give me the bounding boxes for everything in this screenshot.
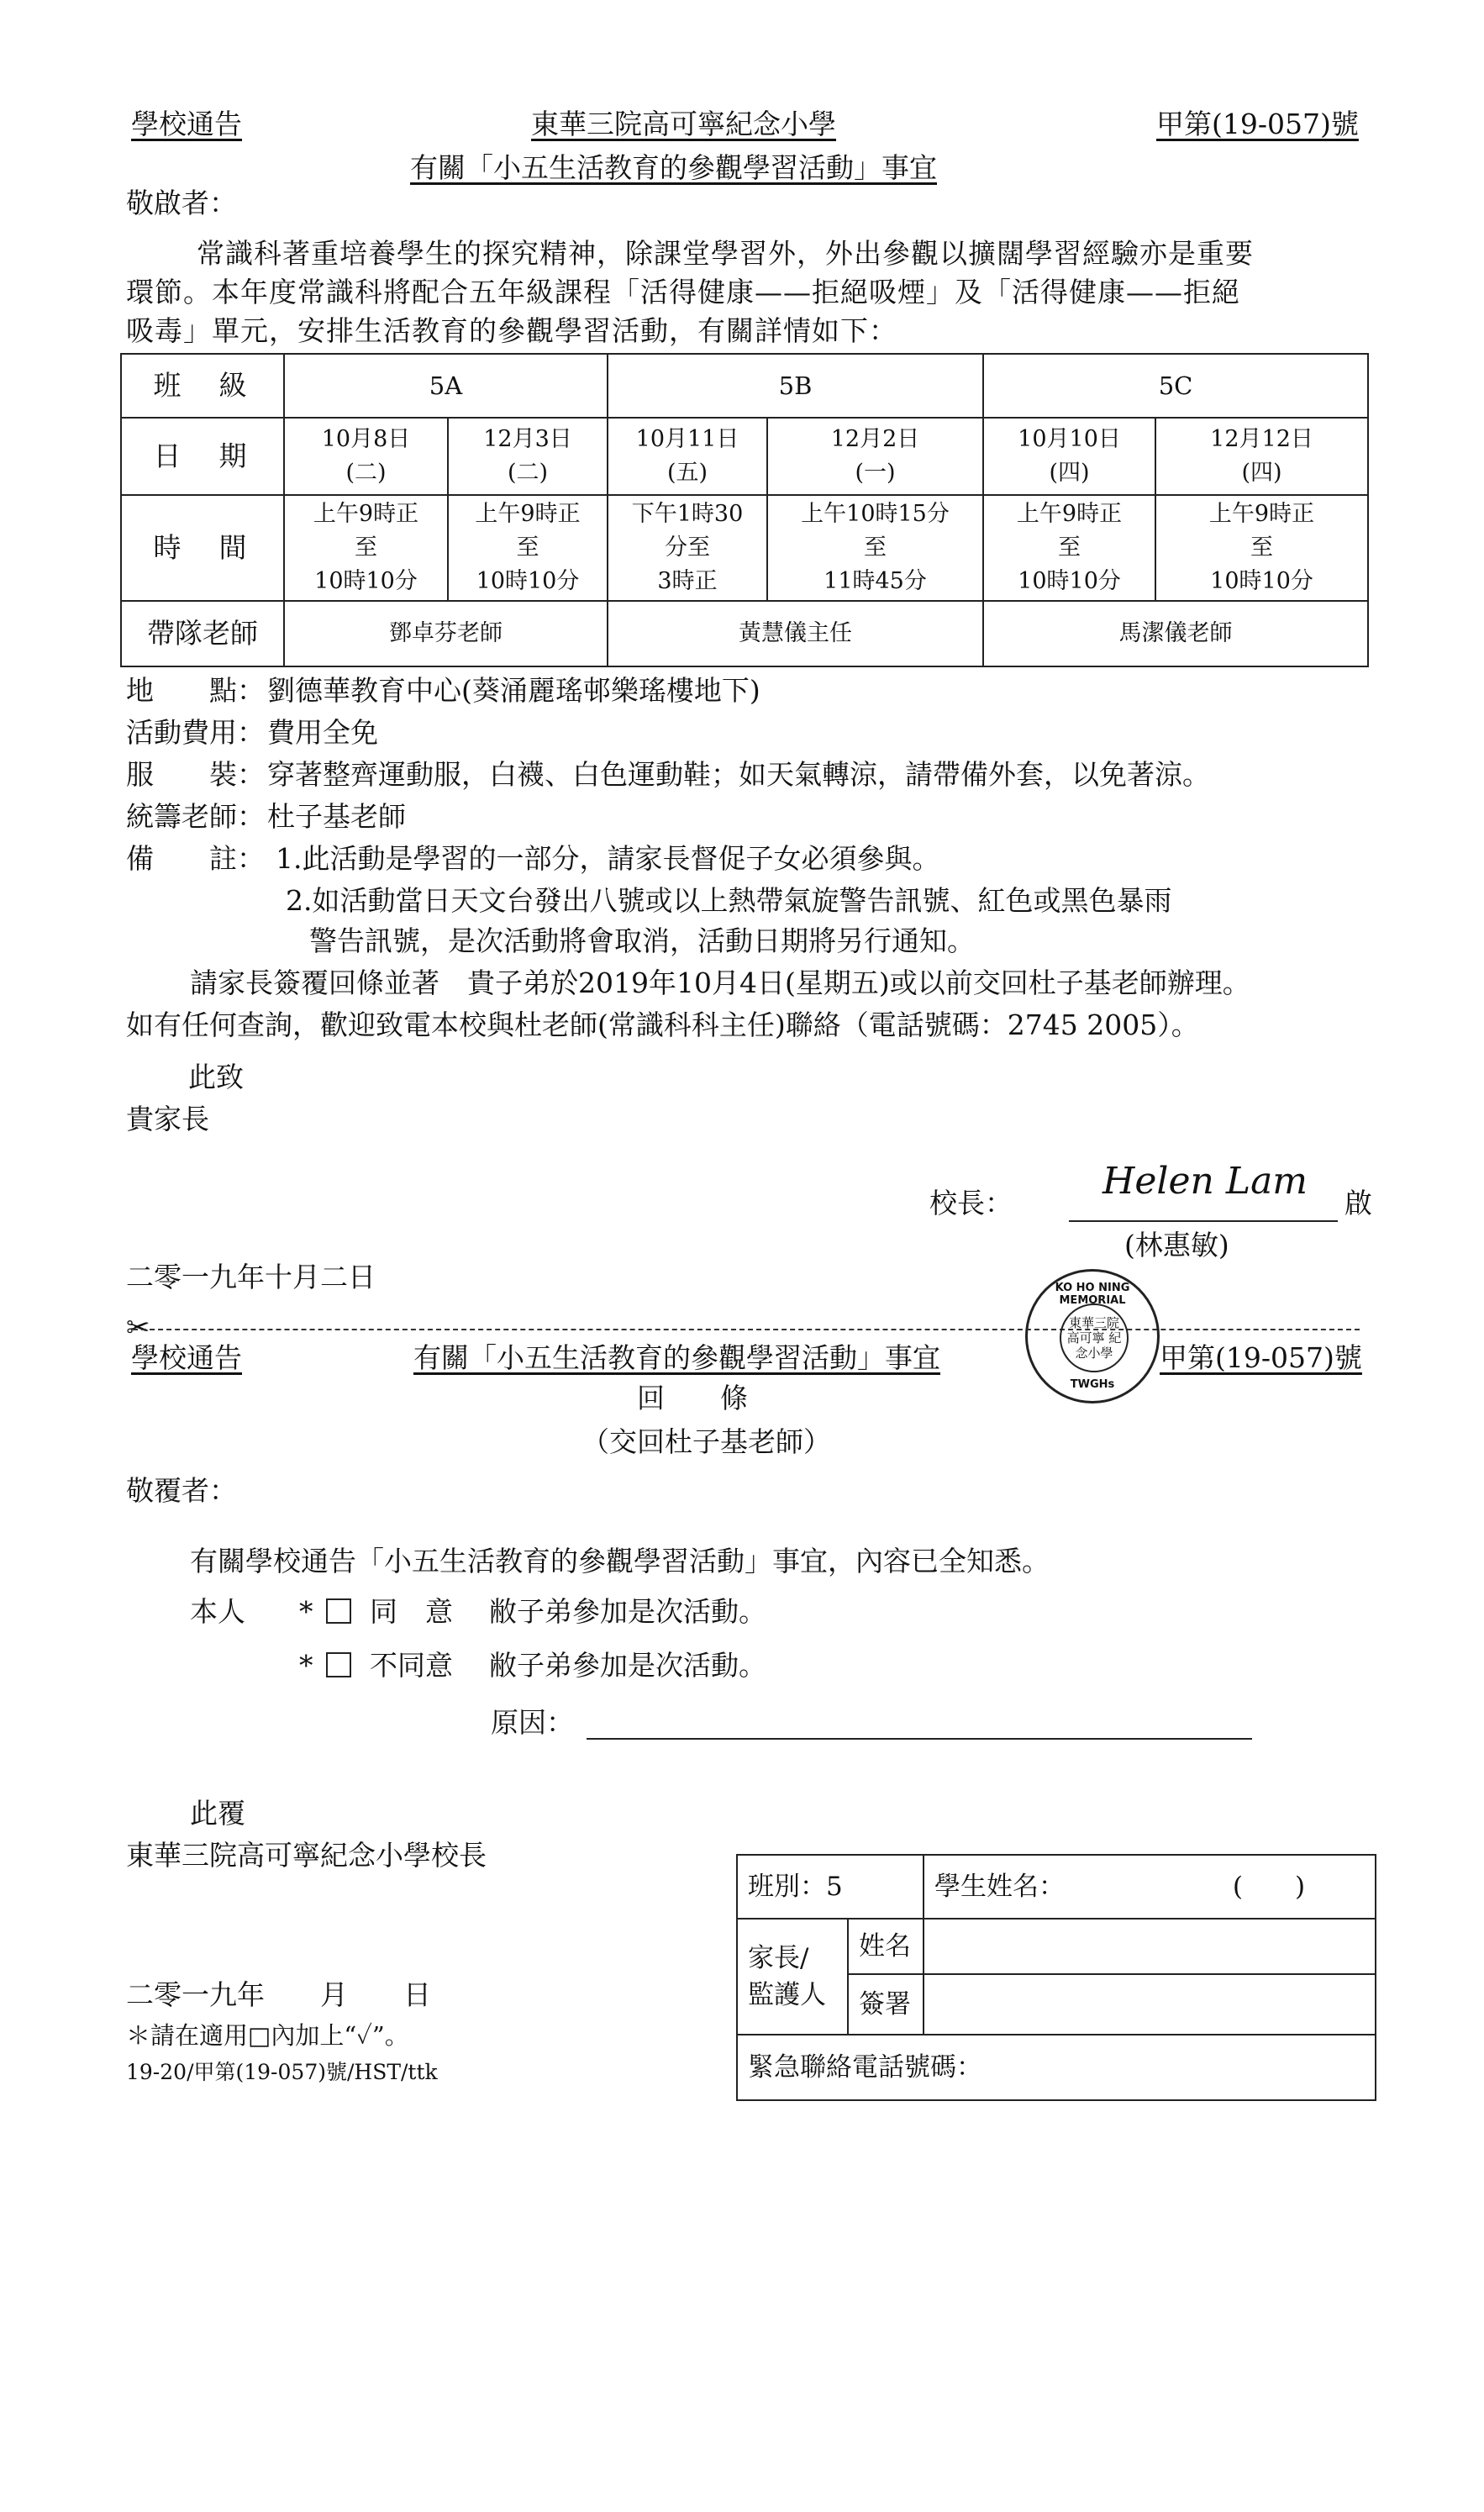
class-5c: 5C — [983, 354, 1368, 418]
student-name-label: 學生姓名： — [934, 1872, 1066, 1902]
dress: 穿著整齊運動服，白襪、白色運動鞋；如天氣轉涼，請帶備外套，以免著涼。 — [267, 758, 1210, 791]
notice-date: 二零一九年十月二日 — [126, 1261, 376, 1293]
footer-reference: 19-20/甲第(19-057)號/HST/ttk — [126, 2060, 438, 2084]
time-cell: 上午9時正 至 10時10分 — [983, 495, 1155, 601]
time-row — [121, 495, 1368, 601]
request-line-1: 請家長簽覆回條並著 貴子弟於2019年10月4日(星期五)或以前交回杜子基老師辦理。 — [190, 966, 1250, 999]
teacher-row — [121, 601, 1368, 666]
reply-notice-label: 學校通告 — [131, 1341, 242, 1374]
remark-2b: 警告訊號，是次活動將會取消，活動日期將另行通知。 — [309, 924, 975, 957]
date-row-label: 日 期 — [121, 418, 284, 495]
seal-ring-text: KO HO NING MEMORIAL — [1055, 1282, 1130, 1307]
seal-ring-bottom: TWGHs — [1070, 1378, 1115, 1391]
agree-star: * — [299, 1595, 313, 1628]
agree-label: 同 意 — [370, 1595, 453, 1628]
disagree-label: 不同意 — [370, 1649, 453, 1682]
school-name: 東華三院高可寧紀念小學 — [531, 108, 836, 140]
agree-text: 敝子弟參加是次活動。 — [489, 1595, 766, 1628]
time-cell: 上午9時正 至 10時10分 — [1155, 495, 1368, 601]
coordinator-label: 統籌老師： — [126, 800, 265, 833]
dress-label: 服 裝： — [126, 758, 265, 791]
ci-zhi: 此致 — [188, 1061, 244, 1093]
class-row-label: 班 級 — [121, 354, 284, 418]
intro-line-3: 吸毒」單元，安排生活教育的參觀學習活動，有關詳情如下： — [126, 314, 897, 347]
class-5b: 5B — [608, 354, 983, 418]
reference-number: 甲第(19-057)號 — [1156, 108, 1359, 140]
sign-label: 簽署 — [848, 1974, 924, 2035]
qi: 啟 — [1345, 1187, 1372, 1219]
date-cell: 12月12日 (四) — [1155, 418, 1368, 495]
teacher-5c: 馬潔儀老師 — [983, 601, 1368, 666]
ci-fu: 此覆 — [190, 1797, 245, 1830]
guardian-name-field[interactable] — [924, 1919, 1376, 1974]
venue: 劉德華教育中心(葵涌麗瑤邨樂瑤樓地下) — [267, 674, 760, 707]
disagree-checkbox[interactable] — [326, 1652, 351, 1677]
date-row — [121, 418, 1368, 495]
reply-subtitle: （交回杜子基老師） — [581, 1425, 831, 1458]
class-field: 班別：5 — [737, 1855, 924, 1919]
time-cell: 上午9時正 至 10時10分 — [284, 495, 448, 601]
principal-label: 校長： — [929, 1187, 1013, 1219]
notice-label: 學校通告 — [131, 108, 242, 140]
time-row-label: 時 間 — [121, 495, 284, 601]
coordinator: 杜子基老師 — [267, 800, 406, 833]
time-cell: 下午1時30 分至 3時正 — [608, 495, 767, 601]
date-cell: 12月2日 (一) — [767, 418, 983, 495]
student-name-field[interactable] — [924, 1855, 1376, 1919]
class-number-paren: ( ) — [1232, 1872, 1306, 1902]
reply-subject: 有關「小五生活教育的參觀學習活動」事宜 — [413, 1341, 940, 1374]
time-cell: 上午9時正 至 10時10分 — [448, 495, 608, 601]
tick-instruction: ＊請在適用□內加上“✓”。 — [126, 2021, 409, 2050]
intro-line-1: 常識科著重培養學生的探究精神，除課堂學習外，外出參觀以擴闊學習經驗亦是重要 — [197, 237, 1254, 270]
salutation: 敬啟者： — [126, 187, 237, 219]
remark-2a: 2.如活動當日天文台發出八號或以上熱帶氣旋警告訊號、紅色或黑色暴雨 — [286, 884, 1172, 917]
school-seal — [1025, 1269, 1160, 1403]
reply-date-line: 二零一九年 月 日 — [126, 1978, 431, 2011]
venue-label: 地 點： — [126, 674, 265, 707]
schedule-table — [120, 353, 1369, 667]
name-label: 姓名 — [848, 1919, 924, 1974]
reply-self: 本人 — [190, 1595, 245, 1628]
acknowledgement: 有關學校通告「小五生活教育的參觀學習活動」事宜，內容已全知悉。 — [190, 1545, 1050, 1577]
date-cell: 12月3日 (二) — [448, 418, 608, 495]
intro-line-2: 環節。本年度常識科將配合五年級課程「活得健康——拒絕吸煙」及「活得健康——拒絕 — [126, 276, 1240, 308]
disagree-text: 敝子弟參加是次活動。 — [489, 1649, 766, 1682]
emergency-phone-field[interactable]: 緊急聯絡電話號碼： — [737, 2035, 1376, 2100]
parents-addressee: 貴家長 — [126, 1103, 209, 1135]
date-cell: 10月11日 (五) — [608, 418, 767, 495]
teacher-row-label: 帶隊老師 — [121, 601, 284, 666]
fee: 費用全免 — [267, 716, 378, 749]
fee-label: 活動費用： — [126, 716, 265, 749]
reply-reference-number: 甲第(19-057)號 — [1160, 1341, 1362, 1374]
cut-line — [133, 1329, 1360, 1330]
request-line-2: 如有任何查詢，歡迎致電本校與杜老師(常識科科主任)聯絡（電話號碼：2745 2005）。 — [126, 1008, 1199, 1041]
scissors-icon: ✂ — [126, 1311, 150, 1345]
disagree-star: * — [299, 1649, 313, 1682]
remarks-label: 備 註： — [126, 842, 265, 875]
guardian-signature-field[interactable] — [924, 1974, 1376, 2035]
principal-signature: Helen Lam — [1102, 1160, 1308, 1203]
reply-form — [736, 1854, 1376, 2101]
principal-name: (林惠敏) — [1124, 1229, 1229, 1261]
notice-subject: 有關「小五生活教育的參觀學習活動」事宜 — [410, 151, 937, 184]
reply-title: 回 條 — [637, 1382, 748, 1414]
addressee: 東華三院高可寧紀念小學校長 — [126, 1839, 487, 1872]
date-cell: 10月8日 (二) — [284, 418, 448, 495]
reason-field[interactable] — [587, 1738, 1252, 1740]
class-row — [121, 354, 1368, 418]
remark-1: 1.此活動是學習的一部分，請家長督促子女必須參與。 — [276, 842, 940, 875]
seal-center-text: 東華三院 高可寧 紀念小學 — [1060, 1303, 1129, 1372]
reply-salutation: 敬覆者： — [126, 1474, 237, 1507]
teacher-5a: 鄧卓芬老師 — [284, 601, 608, 666]
guardian-label: 家長/ 監護人 — [737, 1919, 848, 2035]
agree-checkbox[interactable] — [326, 1598, 351, 1624]
teacher-5b: 黃慧儀主任 — [608, 601, 983, 666]
class-5a: 5A — [284, 354, 608, 418]
time-cell: 上午10時15分 至 11時45分 — [767, 495, 983, 601]
reason-label: 原因： — [491, 1706, 574, 1739]
signature-line — [1069, 1220, 1338, 1222]
date-cell: 10月10日 (四) — [983, 418, 1155, 495]
